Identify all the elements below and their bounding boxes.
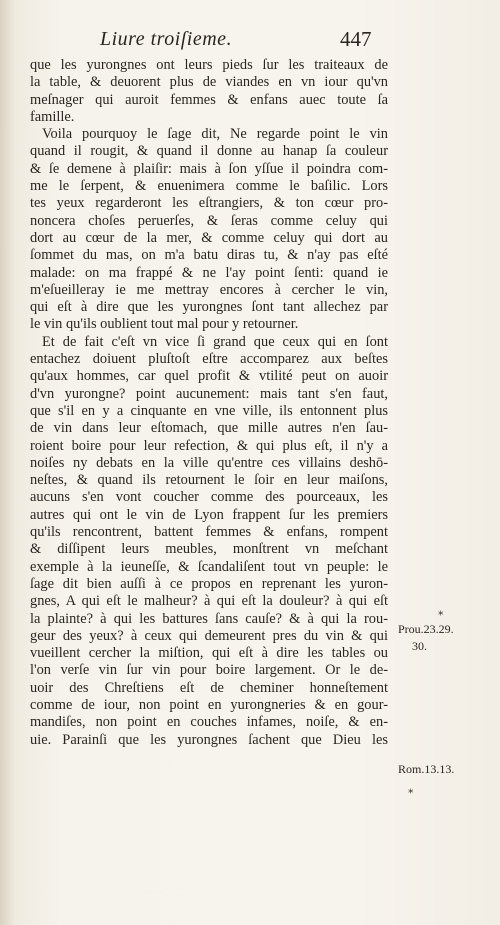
text-line: uoir des Chreſtiens eſt de cheminer honneſtement <box>30 679 388 696</box>
text-line: & diſſipent leurs meubles, monſtrent vn meſchant <box>30 541 388 558</box>
body-text <box>30 57 388 749</box>
text-line: qu'aux hommes, car quel profit & vtilité peut on auoir <box>30 368 388 385</box>
text-line: roient boire pour leur refection, & qui plus eſt, il n'y a <box>30 437 388 454</box>
page-header <box>0 28 500 52</box>
text-line: neſtes, & quand ils retournent le ſoir en leur maiſons, <box>30 472 388 489</box>
margin-note-proverbs: Prou.23.29. <box>398 622 454 636</box>
text-line: ſage dit bien auſſi à ce propos en reprenant les yuron- <box>30 575 388 592</box>
text-line: que les yurongnes ont leurs pieds ſur les traiteaux de <box>30 57 388 73</box>
text-line: la plainte? à qui les battures ſans cauſe? & à qui la rou- <box>30 610 388 627</box>
text-line: famille. <box>30 108 75 125</box>
text-line: de vin dans leur eſtomach, que mille autres n'en ſau- <box>30 420 388 437</box>
text-line: noiſes ny debats en la ville qu'entre ces villains deshō- <box>30 454 388 471</box>
text-line: ſommet du mas, on m'a batu diras tu, & n'ay pas eſté <box>30 247 388 264</box>
text-line: la table, & deuorent plus de viandes en vn iour qu'vn <box>30 74 388 91</box>
text-line: que s'il en y a cinquante en vne ville, ils entonnent plus <box>30 402 388 419</box>
text-line: tes yeux regarderont les eſtrangiers, & ton cœur pro- <box>30 195 388 212</box>
text-line: Voila pourquoy le ſage dit, Ne regarde point le vin <box>42 126 388 143</box>
text-line: exemple à la ieuneſſe, & ſcandaliſent tout vn peuple: le <box>30 558 388 575</box>
text-line: qui eſt à dire que les yurongnes ſont tant allechez par <box>30 299 388 316</box>
text-line: qu'ils rencontrent, battent femmes & enfans, rompent <box>30 524 388 541</box>
text-line: aucuns s'en vont coucher comme des pourceaux, les <box>30 489 388 506</box>
margin-note-romans: Rom.13.13. <box>398 762 455 776</box>
text-line: entachez doiuent pluſtoſt eſtre accomparez aux beſtes <box>30 351 388 368</box>
text-line: Et de fait c'eſt vn vice ſi grand que ceux qui en ſont <box>42 333 388 350</box>
text-line: meſnager qui auroit femmes & enfans auec toute ſa <box>30 91 388 108</box>
text-line: gnes, A qui eſt le malheur? à qui eſt la douleur? à qui eſt <box>30 593 388 610</box>
text-line: le vin qu'ils oublient tout mal pour y retourner. <box>30 316 299 333</box>
margin-note-proverbs-cont: 30. <box>412 639 427 653</box>
text-line: m'eſueilleray ie me mettray encores à cercher le vin, <box>30 281 388 298</box>
text-line: & ſe demene à plaiſir: mais à ſon yſſue il poindra com- <box>30 160 388 177</box>
text-line: geur des yeux? à ceux qui demeurent pres du vin & qui <box>30 627 388 644</box>
text-line: uie. Parainſi que les yurongnes ſachent que Dieu les <box>30 731 388 748</box>
text-line: comme de iour, non point en yurongneries & en gour- <box>30 696 388 713</box>
text-line: mandiſes, non point en couches infames, noiſe, & en- <box>30 714 388 731</box>
text-line: quand il rougit, & quand il donne au hanap ſa couleur <box>30 143 388 160</box>
text-line: malade: on ma frappé & ne l'ay point ſenti: quand ie <box>30 264 388 281</box>
text-line: noncera choſes peruerſes, & ſeras comme celuy qui <box>30 212 388 229</box>
text-line: autres qui ont le vin de Lyon frappent ſur les premiers <box>30 506 388 523</box>
page-number: 447 <box>340 27 372 51</box>
text-line: d'vn yurongne? point aucunement: mais tant s'en faut, <box>30 385 388 402</box>
running-title: Liure troiſieme. <box>100 28 233 50</box>
text-line: dort au cœur de la mer, & comme celuy qui dort au <box>30 229 388 246</box>
margin-mark: ⁎ <box>408 784 414 796</box>
text-line: me le ſerpent, & enuenimera comme le baſilic. Lors <box>30 178 388 195</box>
text-line: l'on verſe vin ſur vin pour boire largement. Or le de- <box>30 662 388 679</box>
text-line: vueillent cercher la miſtion, qui eſt à dire les tables ou <box>30 645 388 662</box>
margin-mark: ⁎ <box>438 606 444 618</box>
page-gutter <box>0 0 14 925</box>
